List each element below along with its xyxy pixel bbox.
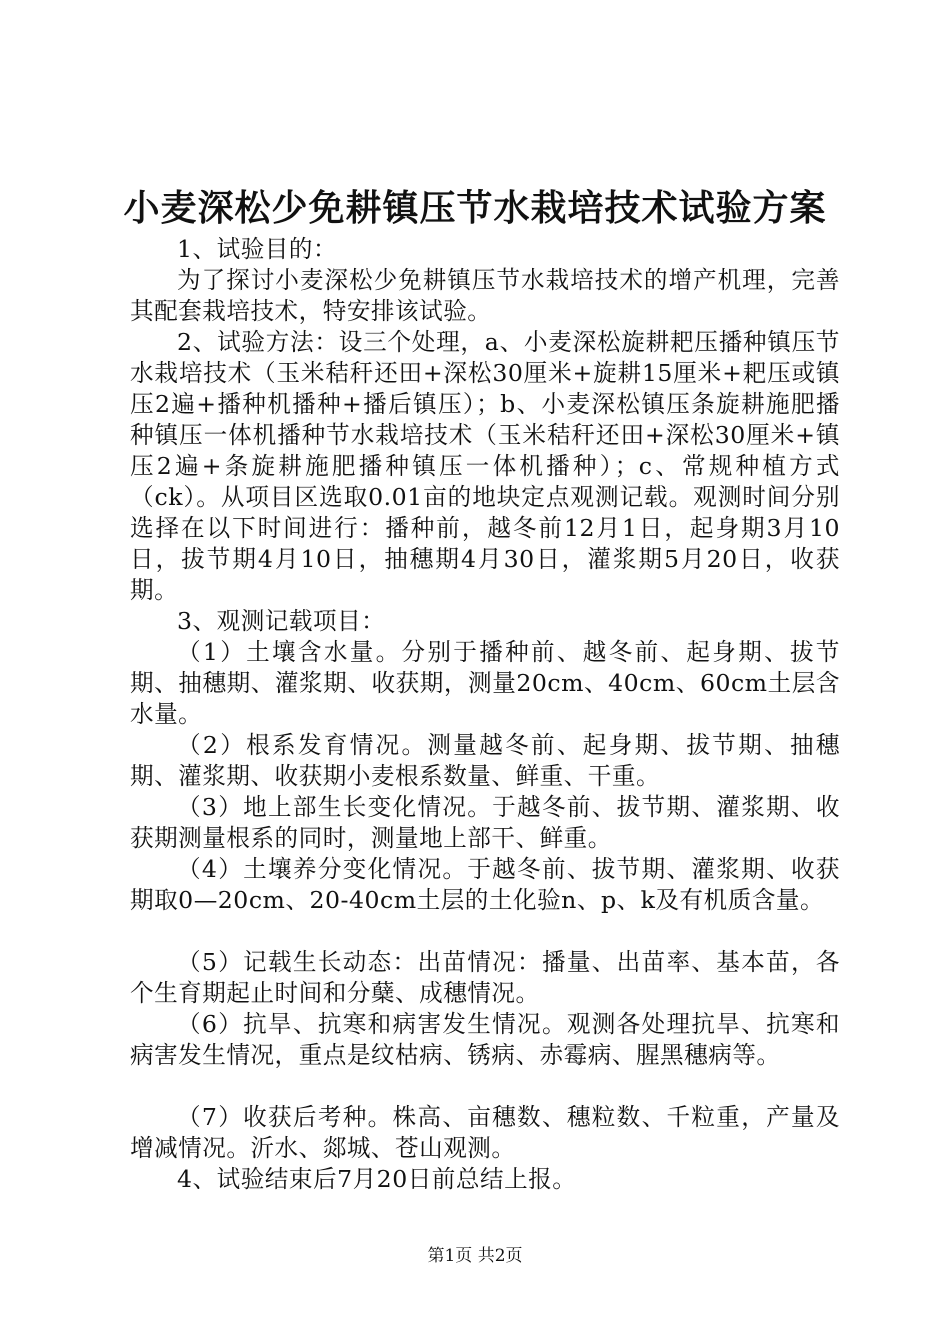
paragraph-item-4: （4）土壤养分变化情况。于越冬前、拔节期、灌浆期、收获期取0—20cm、20-40cm土层的土化验n、p、k及有机质含量。 [130, 855, 840, 914]
paragraph-purpose: 为了探讨小麦深松少免耕镇压节水栽培技术的增产机理，完善其配套栽培技术，特安排该试验。 [130, 266, 840, 325]
paragraph-item-6: （6）抗旱、抗寒和病害发生情况。观测各处理抗旱、抗寒和病害发生情况，重点是纹枯病、锈病、赤霉病、腥黑穗病等。 [130, 1010, 840, 1069]
page-number-footer: 第1页 共2页 [427, 1246, 523, 1266]
paragraph-item-7: （7）收获后考种。株高、亩穗数、穗粒数、千粒重，产量及增减情况。沂水、郯城、苍山观测。 [130, 1103, 840, 1162]
paragraph-item-1: （1）土壤含水量。分别于播种前、越冬前、起身期、拔节期、抽穗期、灌浆期、收获期，测量20cm、40cm、60cm土层含水量。 [130, 638, 840, 728]
section-heading-observation: 3、观测记载项目： [177, 607, 386, 635]
paragraph-item-5: （5）记载生长动态：出苗情况：播量、出苗率、基本苗，各个生育期起止时间和分蘖、成穗情况。 [130, 948, 840, 1007]
paragraph-conclusion: 4、试验结束后7月20日前总结上报。 [177, 1165, 577, 1193]
paragraph-method: 2、试验方法：设三个处理，a、小麦深松旋耕耙压播种镇压节水栽培技术（玉米秸秆还田+深松30厘米+旋耕15厘米+耙压或镇压2遍+播种机播种+播后镇压）；b、小麦深松镇压条旋耕施肥播种镇压一体机播种节水栽培技术（玉米秸秆还田+深松30厘米+镇压2遍+条旋耕施肥播种镇压一体机播种）；c、常规种植方式（ck）。从项目区选取0.01亩的地块定点观测记载。观测时间分别选择在以下时间进行：播种前，越冬前12月1日，起身期3月10日，拔节期4月10日，抽穗期4月30日，灌浆期5月20日，收获期。 [130, 328, 840, 604]
paragraph-item-3: （3）地上部生长变化情况。于越冬前、拔节期、灌浆期、收获期测量根系的同时，测量地上部干、鲜重。 [130, 793, 840, 852]
document-title: 小麦深松少免耕镇压节水栽培技术试验方案 [123, 187, 827, 229]
section-heading-purpose: 1、试验目的： [177, 235, 338, 263]
paragraph-item-2: （2）根系发育情况。测量越冬前、起身期、拔节期、抽穗期、灌浆期、收获期小麦根系数量、鲜重、干重。 [130, 731, 840, 790]
document-body [130, 234, 840, 1195]
